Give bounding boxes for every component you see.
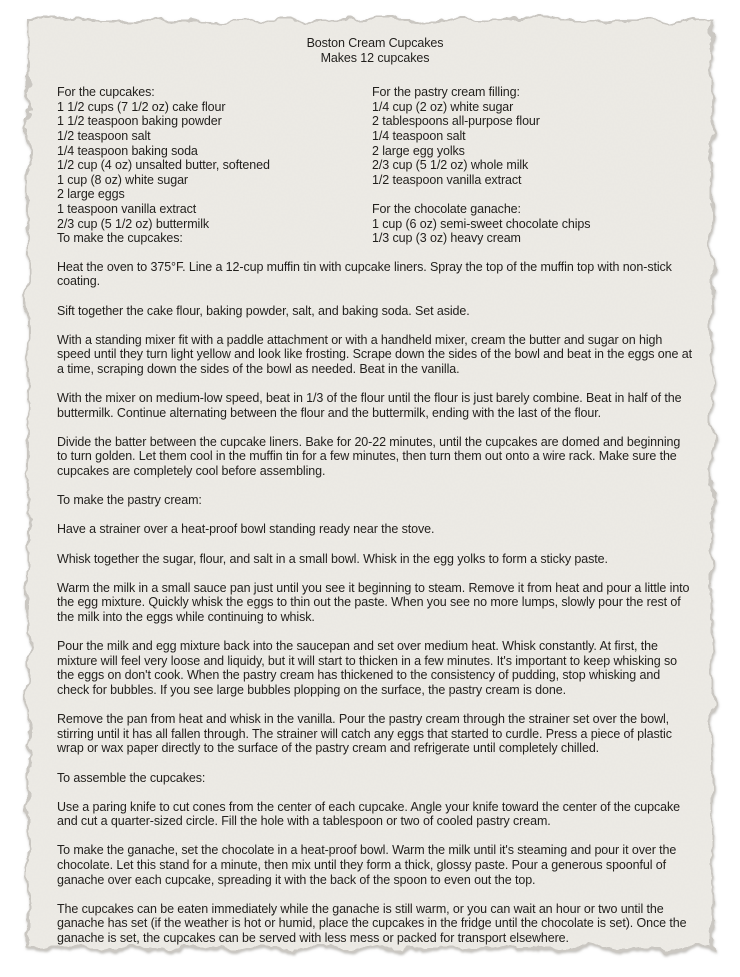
instruction-paragraph: The cupcakes can be eaten immediately while the ganache is still warm, or you can wait an hour or two until the ganache has set (if the weather is hot or humid, place the cupcakes in the fridge until the chocolate is set). Once the ganache is set, the cupcakes can be served with less mess or packed for transport elsewhere.	[57, 901, 687, 946]
instruction-paragraph: Whisk together the sugar, flour, and salt in a small bowl. Whisk in the egg yolks to form a sticky paste.	[57, 551, 608, 566]
instruction-paragraph: Use a paring knife to cut cones from the center of each cupcake. Angle your knife toward the center of the cupcake and cut a quarter-sized circle. Fill the hole with a tablespoon or two of cooled pastry cream.	[57, 799, 680, 829]
instruction-paragraph: With the mixer on medium-low speed, beat in 1/3 of the flour until the flour is just barely combine. Beat in half of the buttermilk. Continue alternating between the flour and the buttermilk, ending with the last of the flour.	[57, 391, 682, 420]
ingredients-column-filling-ganache	[372, 85, 693, 246]
ingredient-line: 1/4 teaspoon salt	[372, 128, 466, 143]
ingredient-line: 1/2 teaspoon salt	[57, 128, 151, 143]
ingredient-line: 1/4 teaspoon baking soda	[57, 143, 198, 158]
ingredient-line	[372, 187, 693, 202]
instructions-section	[57, 260, 693, 946]
ingredient-line: 1 1/2 cups (7 1/2 oz) cake flour	[57, 99, 226, 114]
instruction-paragraph: Sift together the cake flour, baking powder, salt, and baking soda. Set aside.	[57, 303, 470, 318]
ingredient-line: 1/4 cup (2 oz) white sugar	[372, 99, 514, 114]
ingredient-line: 1 cup (8 oz) white sugar	[57, 172, 188, 187]
ingredient-line: 1 1/2 teaspoon baking powder	[57, 114, 222, 129]
instruction-paragraph: With a standing mixer fit with a paddle attachment or with a handheld mixer, cream the butter and sugar on high speed until they turn light yellow and look like frosting. Scrape down the sides of the bowl and beat in the eggs one at a time, scraping down the sides of the bowl as needed. Beat in the vanilla.	[57, 332, 692, 376]
ingredient-line: 1 cup (6 oz) semi-sweet chocolate chips	[372, 216, 591, 231]
recipe-header	[57, 36, 693, 65]
ingredient-line: 1/2 teaspoon vanilla extract	[372, 172, 522, 187]
ingredient-line: 2 tablespoons all-purpose flour	[372, 114, 540, 129]
ingredient-line: For the pastry cream filling:	[372, 85, 520, 100]
instruction-paragraph: Divide the batter between the cupcake liners. Bake for 20-22 minutes, until the cupcakes are domed and beginning to turn golden. Let them cool in the muffin tin for a few minutes, then turn them out onto a wire rack. Make sure the cupcakes are completely cool before assembling.	[57, 434, 681, 479]
instruction-paragraph: To make the pastry cream:	[57, 493, 202, 508]
recipe-title: Boston Cream Cupcakes	[306, 36, 444, 50]
instruction-paragraph: Pour the milk and egg mixture back into the saucepan and set over medium heat. Whisk constantly. At first, the mixture will feel very loose and liquidy, but it will start to thicken in a few minutes. It's important to keep whisking so the eggs on don't cook. When the pastry cream has thickened to the consistency of pudding, stop whisking and check for bubbles. If you see large bubbles plopping on the surface, the pastry cream is done.	[57, 639, 677, 697]
ingredient-line: To make the cupcakes:	[57, 231, 183, 246]
recipe-yield: Makes 12 cupcakes	[320, 50, 430, 65]
instruction-paragraph: To assemble the cupcakes:	[57, 770, 206, 785]
instruction-paragraph: Remove the pan from heat and whisk in the vanilla. Pour the pastry cream through the strainer set over the bowl, stirring until it has all fallen through. The strainer will catch any eggs that started to curdle. Press a piece of plastic wrap or wax paper directly to the surface of the pastry cream and refrigerate until completely chilled.	[57, 712, 672, 756]
ingredients-section	[57, 85, 693, 246]
ingredient-line: 2/3 cup (5 1/2 oz) buttermilk	[57, 216, 210, 231]
ingredient-line: 1 teaspoon vanilla extract	[57, 201, 197, 216]
instruction-paragraph: Warm the milk in a small sauce pan just until you see it beginning to steam. Remove it from heat and pour a little into the egg mixture. Quickly whisk the eggs to thin out the paste. When you see no more lumps, slowly pour the rest of the milk into the eggs while continuing to whisk.	[57, 580, 690, 624]
ingredient-line: 2/3 cup (5 1/2 oz) whole milk	[372, 158, 529, 173]
recipe-document	[57, 36, 693, 946]
ingredients-column-cupcakes	[57, 85, 372, 246]
ingredient-line: 2 large egg yolks	[372, 143, 465, 158]
instruction-paragraph: Heat the oven to 375°F. Line a 12-cup muffin tin with cupcake liners. Spray the top of the muffin top with non-stick coating.	[57, 259, 672, 289]
ingredient-line: For the chocolate ganache:	[372, 201, 521, 216]
ingredient-line: For the cupcakes:	[57, 85, 155, 100]
ingredient-line: 1/2 cup (4 oz) unsalted butter, softened	[57, 158, 270, 173]
instruction-paragraph: To make the ganache, set the chocolate in a heat-proof bowl. Warm the milk until it's steaming and pour it over the chocolate. Let this stand for a minute, then mix until they form a thick, glossy paste. Pour a generous spoonful of ganache over each cupcake, spreading it with the back of the spoon to even out the top.	[57, 843, 677, 887]
ingredient-line: 1/3 cup (3 oz) heavy cream	[372, 231, 521, 246]
instruction-paragraph: Have a strainer over a heat-proof bowl standing ready near the stove.	[57, 522, 435, 537]
ingredient-line: 2 large eggs	[57, 187, 125, 202]
